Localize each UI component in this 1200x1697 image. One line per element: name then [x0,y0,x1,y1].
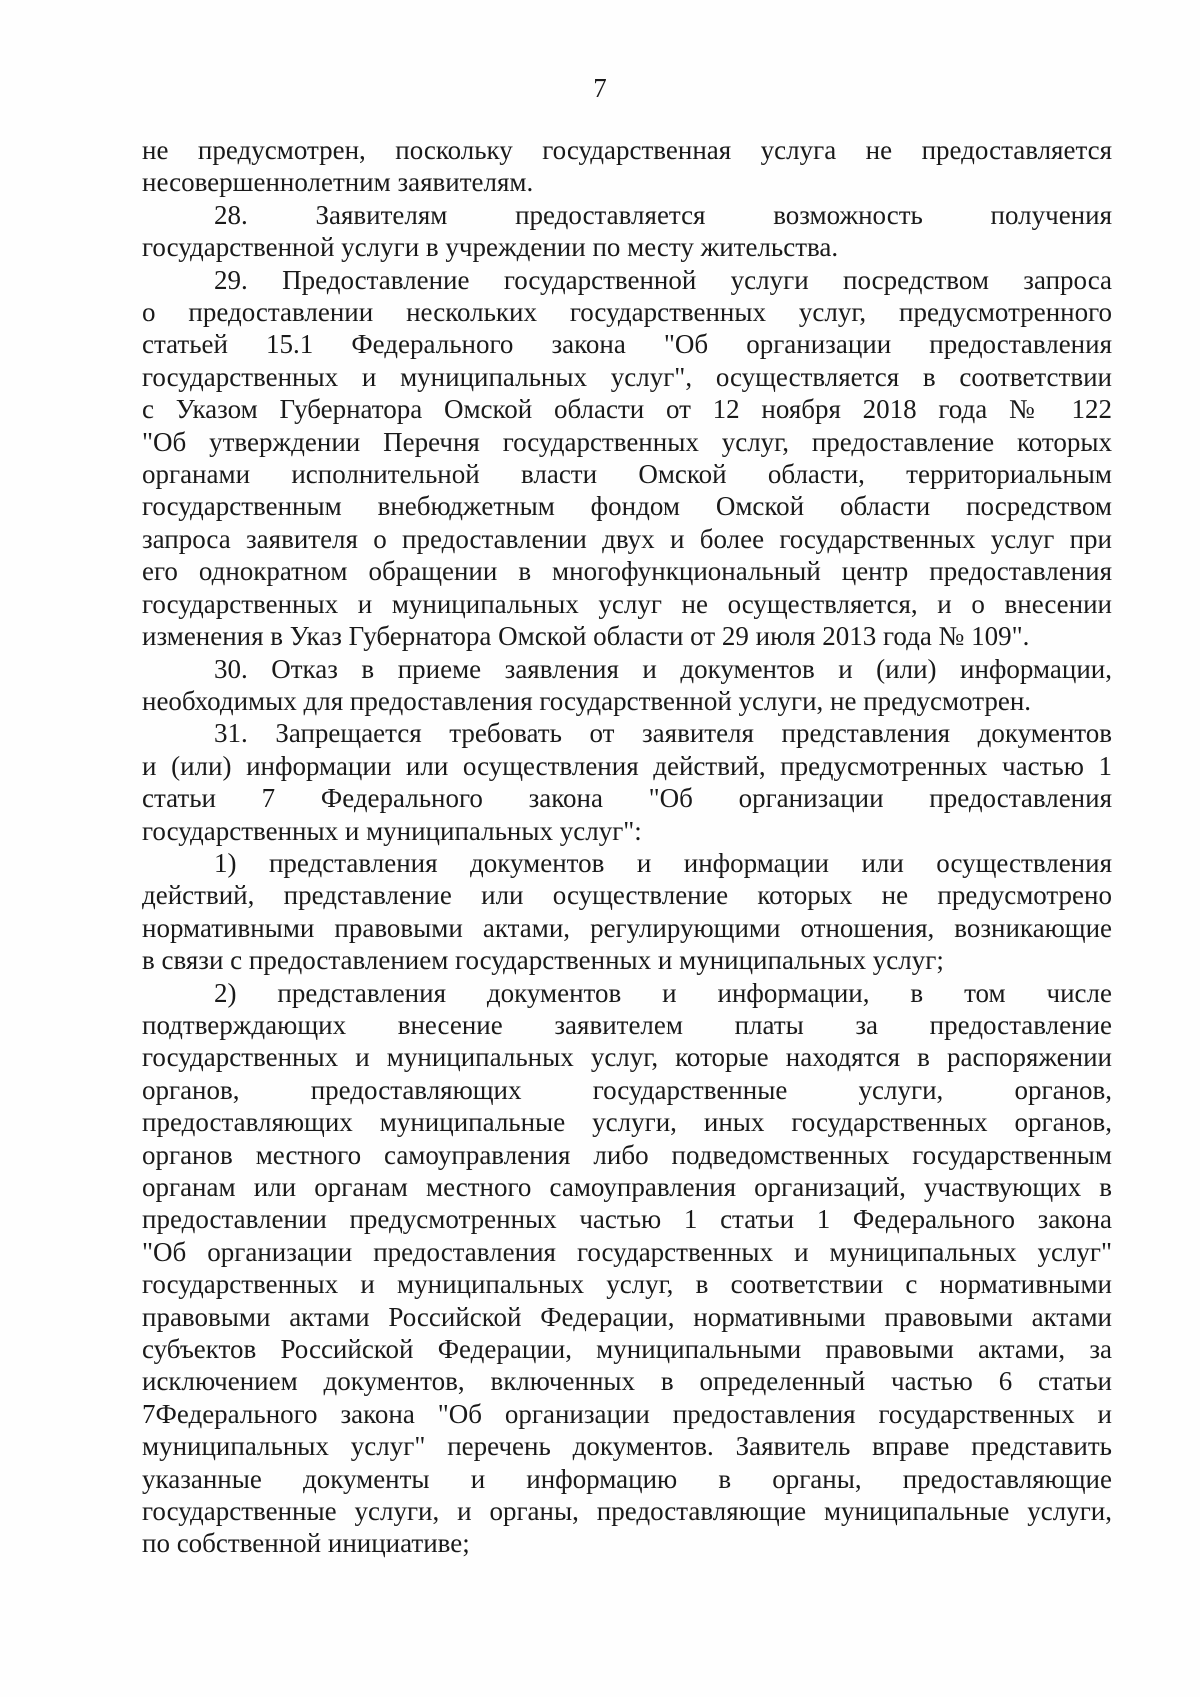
text-line: 30. Отказ в приеме заявления и документов и (или) информации, [214,653,1112,684]
document-body [142,134,1112,1560]
text-line: подтверждающих внесение заявителем платы за предоставление [142,1009,1112,1040]
text-line: субъектов Российской Федерации, муниципальными правовыми актами, за [142,1334,1112,1365]
text-line: 7Федерального закона "Об организации предоставления государственных и [142,1398,1112,1429]
text-line: органами исполнительной власти Омской области, территориальным [142,459,1112,490]
text-line: 29. Предоставление государственной услуги посредством запроса [214,264,1112,295]
text-line: с Указом Губернатора Омской области от 12 ноября 2018 года № 122 [142,394,1112,425]
text-line: 28. Заявителям предоставляется возможность получения [214,199,1112,230]
text-line: государственных и муниципальных услуг, которые находятся в распоряжении [142,1042,1112,1073]
text-line: исключением документов, включенных в определенный частью 6 статьи [142,1366,1112,1397]
text-line: государственных и муниципальных услуг, в соответствии с нормативными [142,1269,1112,1300]
text-line: статьей 15.1 Федерального закона "Об организации предоставления [142,329,1112,360]
text-line: изменения в Указ Губернатора Омской области от 29 июля 2013 года № 109". [142,621,1030,652]
text-line: действий, представление или осуществление которых не предусмотрено [142,880,1112,911]
text-line: муниципальных услуг" перечень документов. Заявитель вправе представить [142,1431,1112,1462]
text-line: указанные документы и информацию в органы, предоставляющие [142,1463,1112,1494]
text-line: по собственной инициативе; [142,1528,470,1559]
text-line: предоставляющих муниципальные услуги, иных государственных органов, [142,1107,1112,1138]
text-line: 2) представления документов и информации, в том числе [214,977,1112,1008]
page-number: 7 [593,73,607,103]
text-line: несовершеннолетним заявителям. [142,167,534,198]
text-line: 1) представления документов и информации или осуществления [214,847,1112,878]
text-line: статьи 7 Федерального закона "Об организации предоставления [142,783,1112,814]
text-line: необходимых для предоставления государственной услуги, не предусмотрен. [142,685,1032,716]
text-line: и (или) информации или осуществления действий, предусмотренных частью 1 [142,750,1112,781]
text-line: государственных и муниципальных услуг не осуществляется, и о внесении [142,588,1112,619]
text-line: его однократном обращении в многофункциональный центр предоставления [142,556,1112,587]
text-line: органов, предоставляющих государственные услуги, органов, [142,1074,1112,1105]
text-line: в связи с предоставлением государственных и муниципальных услуг; [142,945,944,976]
text-line: нормативными правовыми актами, регулирующими отношения, возникающие [142,912,1112,943]
text-line: правовыми актами Российской Федерации, нормативными правовыми актами [142,1301,1112,1332]
text-line: предоставлении предусмотренных частью 1 статьи 1 Федерального закона [142,1204,1112,1235]
text-line: органов местного самоуправления либо подведомственных государственным [142,1139,1112,1170]
text-line: государственным внебюджетным фондом Омской области посредством [142,491,1112,522]
text-line: запроса заявителя о предоставлении двух и более государственных услуг при [142,523,1112,554]
text-line: органам или органам местного самоуправления организаций, участвующих в [142,1172,1112,1202]
text-line: государственных и муниципальных услуг", осуществляется в соответствии [142,361,1112,392]
text-line: государственной услуги в учреждении по месту жительства. [142,232,839,263]
text-line: 31. Запрещается требовать от заявителя представления документов [214,718,1112,749]
text-line: "Об утверждении Перечня государственных услуг, предоставление которых [142,426,1112,457]
text-line: государственных и муниципальных услуг": [142,815,642,846]
text-line: о предоставлении нескольких государственных услуг, предусмотренного [142,297,1112,328]
text-line: "Об организации предоставления государственных и муниципальных услуг" [142,1236,1112,1267]
text-line: не предусмотрен, поскольку государственная услуга не предоставляется [142,135,1112,165]
text-line: государственные услуги, и органы, предоставляющие муниципальные услуги, [142,1496,1112,1527]
